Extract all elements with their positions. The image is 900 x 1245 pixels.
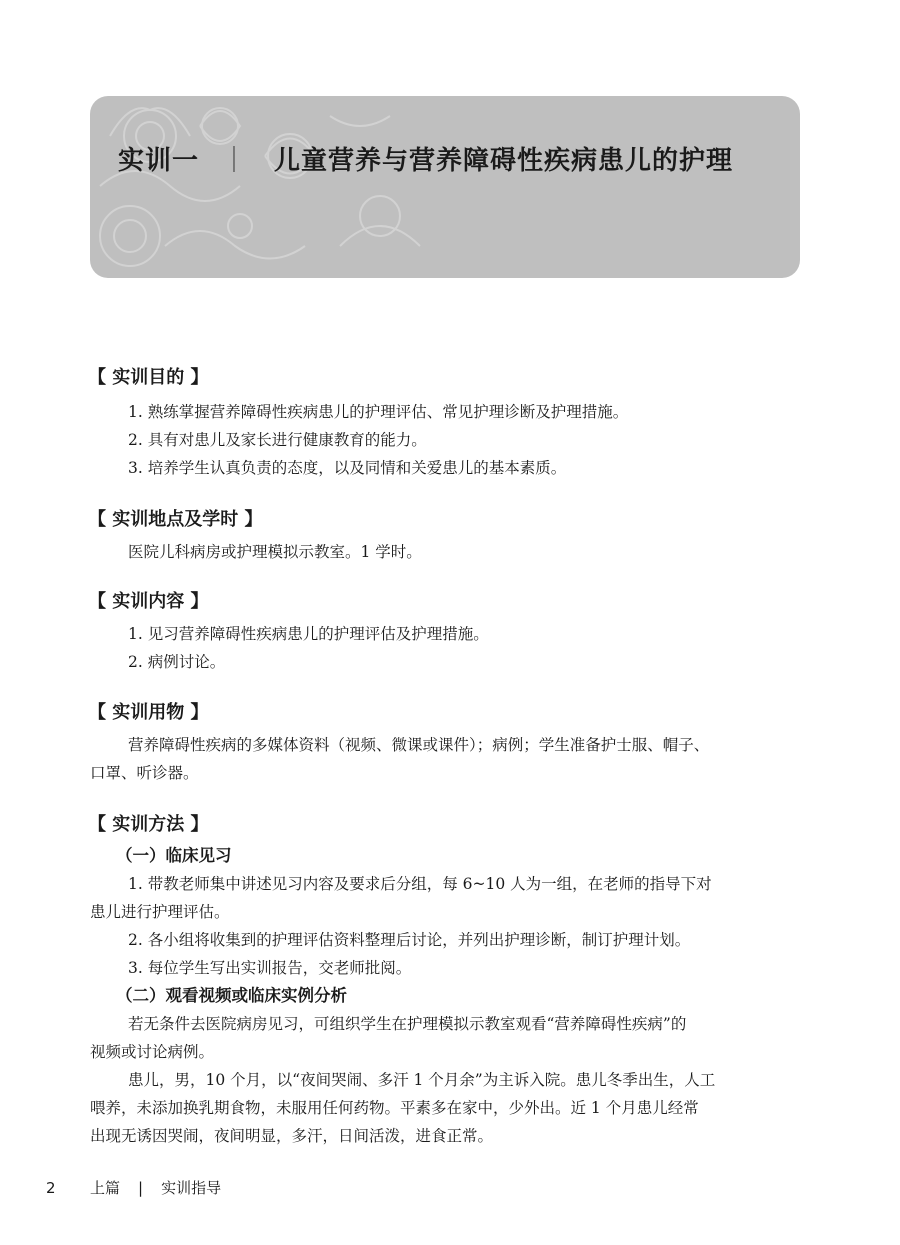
chapter-title-banner (90, 96, 800, 278)
list-item: 1. 见习营养障碍性疾病患儿的护理评估及护理措施。 (128, 625, 489, 643)
paragraph-line: 喂养，未添加换乳期食物，未服用任何药物。平素多在家中，少外出。近 1 个月患儿经常 (90, 1099, 699, 1117)
paragraph-line: 3. 每位学生写出实训报告，交老师批阅。 (128, 959, 412, 977)
paragraph-line: 视频或讨论病例。 (90, 1043, 215, 1061)
paragraph-text: 医院儿科病房或护理模拟示教室。1 学时。 (128, 543, 422, 561)
section-heading-method: 【 实训方法 】 (88, 814, 209, 835)
paragraph-line: 2. 各小组将收集到的护理评估资料整理后讨论，并列出护理诊断，制订护理计划。 (128, 931, 691, 949)
page-number: 2 (46, 1179, 56, 1197)
footer-separator: | (138, 1179, 144, 1197)
section-heading-purpose: 【 实训目的 】 (88, 367, 209, 388)
page-footer (46, 1177, 221, 1198)
subheading-video: （二）观看视频或临床实例分析 (116, 986, 347, 1005)
list-item: 3. 培养学生认真负责的态度，以及同情和关爱患儿的基本素质。 (128, 459, 567, 477)
section-heading-materials: 【 实训用物 】 (88, 702, 209, 723)
footer-part: 上篇 (90, 1179, 121, 1197)
chapter-label: 实训一 (118, 146, 200, 176)
chapter-title (118, 140, 733, 177)
paragraph-line: 出现无诱因哭闹，夜间明显，多汗，日间活泼，进食正常。 (90, 1127, 494, 1145)
title-separator: ｜ (221, 146, 249, 176)
paragraph-line: 患儿进行护理评估。 (90, 903, 230, 921)
section-heading-location: 【 实训地点及学时 】 (88, 509, 263, 530)
floral-ornament-icon (90, 96, 450, 278)
paragraph-line: 若无条件去医院病房见习，可组织学生在护理模拟示教室观看“营养障碍性疾病”的 (128, 1015, 687, 1033)
paragraph-line: 患儿，男，10 个月，以“夜间哭闹、多汗 1 个月余”为主诉入院。患儿冬季出生，人工 (128, 1071, 716, 1089)
paragraph-line: 口罩、听诊器。 (90, 764, 199, 782)
section-heading-content: 【 实训内容 】 (88, 591, 209, 612)
paragraph-line: 1. 带教老师集中讲述见习内容及要求后分组，每 6~10 人为一组，在老师的指导下对 (128, 875, 712, 893)
footer-section: 实训指导 (161, 1179, 222, 1197)
list-item: 2. 具有对患儿及家长进行健康教育的能力。 (128, 431, 427, 449)
list-item: 1. 熟练掌握营养障碍性疾病患儿的护理评估、常见护理诊断及护理措施。 (128, 403, 629, 421)
chapter-title-text: 儿童营养与营养障碍性疾病患儿的护理 (274, 146, 734, 176)
list-item: 2. 病例讨论。 (128, 653, 226, 671)
subheading-clinical: （一）临床见习 (116, 846, 232, 865)
paragraph-line: 营养障碍性疾病的多媒体资料（视频、微课或课件）；病例；学生准备护士服、帽子、 (128, 736, 710, 754)
